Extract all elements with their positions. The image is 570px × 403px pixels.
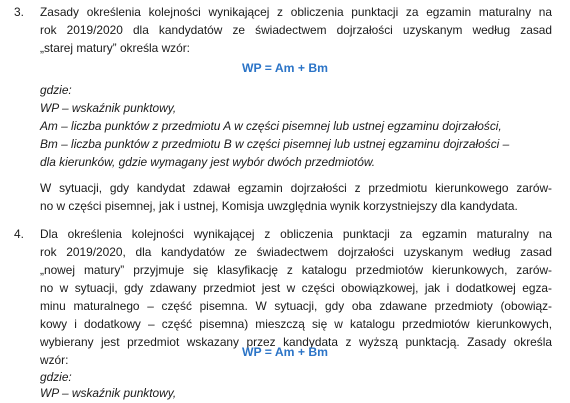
item4-intro-line: no w sytuacji, gdy zdawany przedmiot jest w części obowiązkowej, jak i dodatkowej egza- (40, 281, 552, 295)
item3-number: 3. (14, 5, 24, 19)
item4-intro-line: „nowej matury” przyjmuje się klasyfikację z katalogu przedmiotów kierunkowych, zarów- (40, 263, 552, 277)
item4-intro-line: wybierany jest przedmiot wskazany przez kandydata z wyższą punktacją. Zasady określa (40, 335, 552, 349)
item4-intro-line: rok 2019/2020, dla kandydatów ze świadectwem dojrzałości uzyskanym według zasad (40, 245, 552, 259)
item3-intro-line: rok 2019/2020 dla kandydatów ze świadectwem dojrzałości uzyskanym według zasad (40, 23, 552, 37)
item3-definition: Am – liczba punktów z przedmiotu A w części pisemnej lub ustnej egzaminu dojrzałości, (40, 119, 502, 133)
item3-definition: dla kierunków, gdzie wymagany jest wybór dwóch przedmiotów. (40, 155, 376, 169)
item4-intro-line: minu maturalnego – część pisemna. W sytuacji, gdy oba zdawane przedmioty (obowiąz- (40, 299, 552, 313)
item3-formula: WP = Am + Bm (241, 61, 328, 75)
item4-formula: WP = Am + Bm (241, 345, 328, 359)
item3-intro-line: „starej matury” określa wzór: (40, 41, 190, 55)
item3-intro-line: Zasady określenia kolejności wynikającej z obliczenia punktacji za egzamin maturalny na (40, 5, 552, 19)
item3-note-line: no w części pisemnej, jak i ustnej, Komisja uwzględnia wynik korzystniejszy dla kandydata. (40, 199, 518, 213)
item4-number: 4. (14, 227, 24, 241)
item4-definition: WP – wskaźnik punktowy, (40, 386, 177, 400)
item3-definition: WP – wskaźnik punktowy, (40, 101, 177, 115)
item4-intro-line: kowy i dodatkowy – część pisemna) mieszczą się w katalogu przedmiotów kierunkowych, (40, 317, 552, 331)
item4-intro-line: wzór: (40, 353, 69, 367)
item3-where-label: gdzie: (40, 83, 72, 97)
item4-where-label: gdzie: (40, 370, 72, 384)
item4-intro-line: Dla określenia kolejności wynikającej z obliczenia punktacji za egzamin maturalny na (40, 227, 552, 241)
item3-definition: Bm – liczba punktów z przedmiotu B w części pisemnej lub ustnej egzaminu dojrzałości – (40, 137, 510, 151)
item3-note-line: W sytuacji, gdy kandydat zdawał egzamin dojrzałości z przedmiotu kierunkowego zarów- (40, 181, 552, 195)
